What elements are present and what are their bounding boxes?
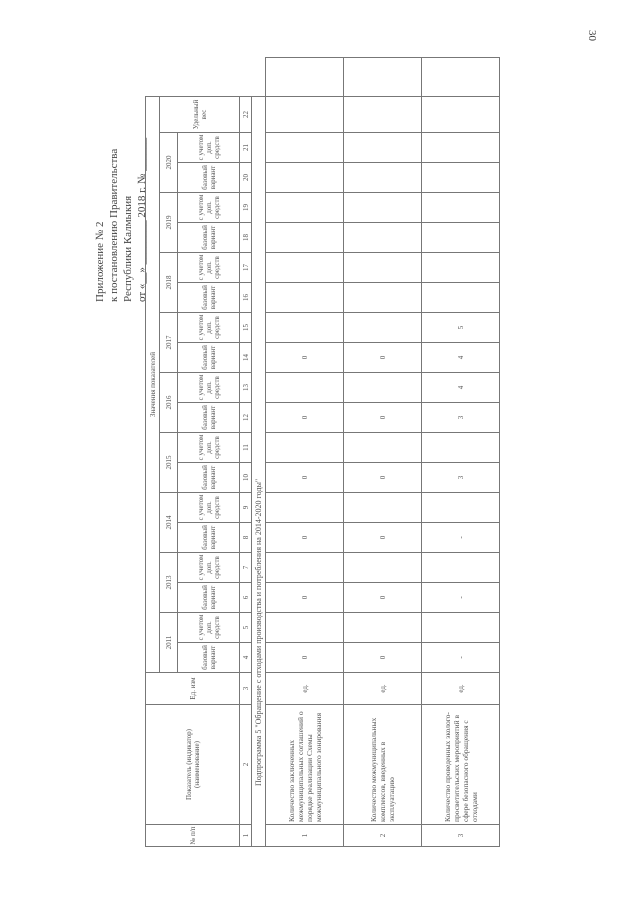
head-num: № п/п bbox=[146, 825, 240, 847]
appendix-line-2: к постановлению Правительства bbox=[108, 148, 120, 302]
column-number: 22 bbox=[240, 96, 252, 132]
row-value bbox=[344, 493, 422, 523]
row-unit: ед. bbox=[422, 673, 500, 705]
head-values-title: Значения показателей bbox=[146, 96, 160, 672]
row-value: 0 bbox=[344, 583, 422, 613]
head-extra-funds: с учетом доп. средств bbox=[178, 493, 240, 523]
appendix-header bbox=[93, 138, 149, 302]
column-number: 3 bbox=[240, 673, 252, 705]
column-number: 9 bbox=[240, 493, 252, 523]
head-extra-funds: с учетом доп. средств bbox=[178, 433, 240, 463]
section-title: Подпрограмма 5 "Обращение с отходами производства и потребления на 2014-2020 годы" bbox=[252, 96, 266, 846]
table-row bbox=[266, 58, 344, 847]
head-extra-funds: с учетом доп. средств bbox=[178, 133, 240, 163]
row-value bbox=[422, 193, 500, 223]
column-number: 6 bbox=[240, 583, 252, 613]
row-value: 0 bbox=[344, 643, 422, 673]
row-value bbox=[344, 433, 422, 463]
row-value bbox=[266, 58, 344, 97]
row-value bbox=[266, 613, 344, 643]
row-value: 0 bbox=[266, 463, 344, 493]
row-indicator-name: Количество межмуниципальных комплексов, введенных в эксплуатацию bbox=[344, 705, 422, 825]
row-value: 0 bbox=[344, 403, 422, 433]
table-row bbox=[344, 58, 422, 847]
rotated-page bbox=[85, 42, 555, 862]
row-value bbox=[422, 283, 500, 313]
row-value bbox=[266, 193, 344, 223]
row-value bbox=[266, 313, 344, 343]
row-value: 4 bbox=[422, 373, 500, 403]
column-number: 21 bbox=[240, 133, 252, 163]
row-value bbox=[422, 553, 500, 583]
row-value: 0 bbox=[266, 583, 344, 613]
row-unit: ед. bbox=[344, 673, 422, 705]
head-year: 2015 bbox=[160, 433, 178, 493]
row-value bbox=[344, 96, 422, 132]
row-value bbox=[344, 58, 422, 97]
row-value bbox=[344, 313, 422, 343]
column-number: 15 bbox=[240, 313, 252, 343]
head-extra-funds: с учетом доп. средств bbox=[178, 373, 240, 403]
row-value bbox=[422, 253, 500, 283]
row-value: 3 bbox=[422, 403, 500, 433]
row-value bbox=[266, 163, 344, 193]
row-value bbox=[422, 223, 500, 253]
head-extra-funds: с учетом доп. средств bbox=[178, 253, 240, 283]
row-value bbox=[422, 493, 500, 523]
head-base-variant: базовый вариант bbox=[178, 163, 240, 193]
head-indicator: Показатель (индикатор) (наименование) bbox=[146, 705, 240, 825]
row-value: - bbox=[422, 523, 500, 553]
column-number: 17 bbox=[240, 253, 252, 283]
row-value: 4 bbox=[422, 343, 500, 373]
head-base-variant: базовый вариант bbox=[178, 463, 240, 493]
appendix-line-4: от «__» ________ 2018 г. № ______ bbox=[136, 137, 148, 302]
head-base-variant: базовый вариант bbox=[178, 523, 240, 553]
table-row bbox=[422, 58, 500, 847]
row-value bbox=[266, 553, 344, 583]
head-year: 2017 bbox=[160, 313, 178, 373]
row-value bbox=[266, 223, 344, 253]
head-base-variant: базовый вариант bbox=[178, 223, 240, 253]
head-year: 2013 bbox=[160, 553, 178, 613]
row-value bbox=[422, 58, 500, 97]
row-num: 1 bbox=[266, 825, 344, 847]
column-number: 19 bbox=[240, 193, 252, 223]
column-number: 5 bbox=[240, 613, 252, 643]
head-year: 2018 bbox=[160, 253, 178, 313]
row-value bbox=[266, 373, 344, 403]
row-value bbox=[422, 613, 500, 643]
row-value bbox=[344, 373, 422, 403]
row-value: 0 bbox=[344, 343, 422, 373]
column-number: 14 bbox=[240, 343, 252, 373]
head-extra-funds: с учетом доп. средств bbox=[178, 553, 240, 583]
row-num: 3 bbox=[422, 825, 500, 847]
row-value bbox=[344, 223, 422, 253]
row-value bbox=[266, 133, 344, 163]
head-base-variant: базовый вариант bbox=[178, 583, 240, 613]
head-base-variant: базовый вариант bbox=[178, 403, 240, 433]
page-number: 30 bbox=[586, 30, 598, 41]
head-year: 2011 bbox=[160, 613, 178, 673]
row-indicator-name: Количество заключенных межмуниципальных соглашений о порядке реализации Схемы межмуниципального зонирования bbox=[266, 705, 344, 825]
head-year: 2019 bbox=[160, 193, 178, 253]
row-value: 0 bbox=[266, 523, 344, 553]
head-base-variant: базовый вариант bbox=[178, 643, 240, 673]
row-value bbox=[344, 163, 422, 193]
row-value: 0 bbox=[344, 523, 422, 553]
row-value bbox=[344, 253, 422, 283]
row-value bbox=[422, 96, 500, 132]
head-year: 2020 bbox=[160, 133, 178, 193]
head-extra-funds: с учетом доп. средств bbox=[178, 313, 240, 343]
head-last-col: Удельный вес bbox=[160, 96, 240, 132]
row-value bbox=[266, 96, 344, 132]
row-value: - bbox=[422, 643, 500, 673]
row-value: 0 bbox=[266, 343, 344, 373]
row-value bbox=[344, 283, 422, 313]
head-extra-funds: с учетом доп. средств bbox=[178, 193, 240, 223]
indicators-table bbox=[145, 57, 500, 847]
row-indicator-name: Количество проведенных эколого-просветительских мероприятий в сфере безопасного обращения с отходами bbox=[422, 705, 500, 825]
head-year: 2014 bbox=[160, 493, 178, 553]
row-value bbox=[422, 133, 500, 163]
column-number: 18 bbox=[240, 223, 252, 253]
row-value: 0 bbox=[344, 463, 422, 493]
column-number: 13 bbox=[240, 373, 252, 403]
column-number: 11 bbox=[240, 433, 252, 463]
column-number: 16 bbox=[240, 283, 252, 313]
head-unit: Ед. изм bbox=[146, 673, 240, 705]
row-value: 0 bbox=[266, 403, 344, 433]
appendix-line-3: Республики Калмыкия bbox=[122, 195, 134, 302]
head-base-variant: базовый вариант bbox=[178, 283, 240, 313]
column-number: 12 bbox=[240, 403, 252, 433]
head-year: 2016 bbox=[160, 373, 178, 433]
row-value bbox=[266, 433, 344, 463]
row-num: 2 bbox=[344, 825, 422, 847]
row-value bbox=[266, 283, 344, 313]
row-value bbox=[344, 133, 422, 163]
row-unit: ед. bbox=[266, 673, 344, 705]
row-value: 3 bbox=[422, 463, 500, 493]
row-value: 5 bbox=[422, 313, 500, 343]
head-extra-funds: с учетом доп. средств bbox=[178, 613, 240, 643]
row-value bbox=[344, 613, 422, 643]
row-value bbox=[266, 493, 344, 523]
column-number: 10 bbox=[240, 463, 252, 493]
row-value bbox=[344, 193, 422, 223]
column-number: 1 bbox=[240, 825, 252, 847]
indicators-table-wrap bbox=[145, 57, 550, 847]
head-base-variant: базовый вариант bbox=[178, 343, 240, 373]
row-value bbox=[422, 163, 500, 193]
column-number: 20 bbox=[240, 163, 252, 193]
row-value bbox=[422, 433, 500, 463]
row-value: 0 bbox=[266, 643, 344, 673]
row-value bbox=[344, 553, 422, 583]
row-value: - bbox=[422, 583, 500, 613]
appendix-line-1: Приложение № 2 bbox=[94, 221, 106, 302]
column-number: 8 bbox=[240, 523, 252, 553]
column-number: 2 bbox=[240, 705, 252, 825]
column-number: 4 bbox=[240, 643, 252, 673]
column-number: 7 bbox=[240, 553, 252, 583]
row-value bbox=[266, 253, 344, 283]
